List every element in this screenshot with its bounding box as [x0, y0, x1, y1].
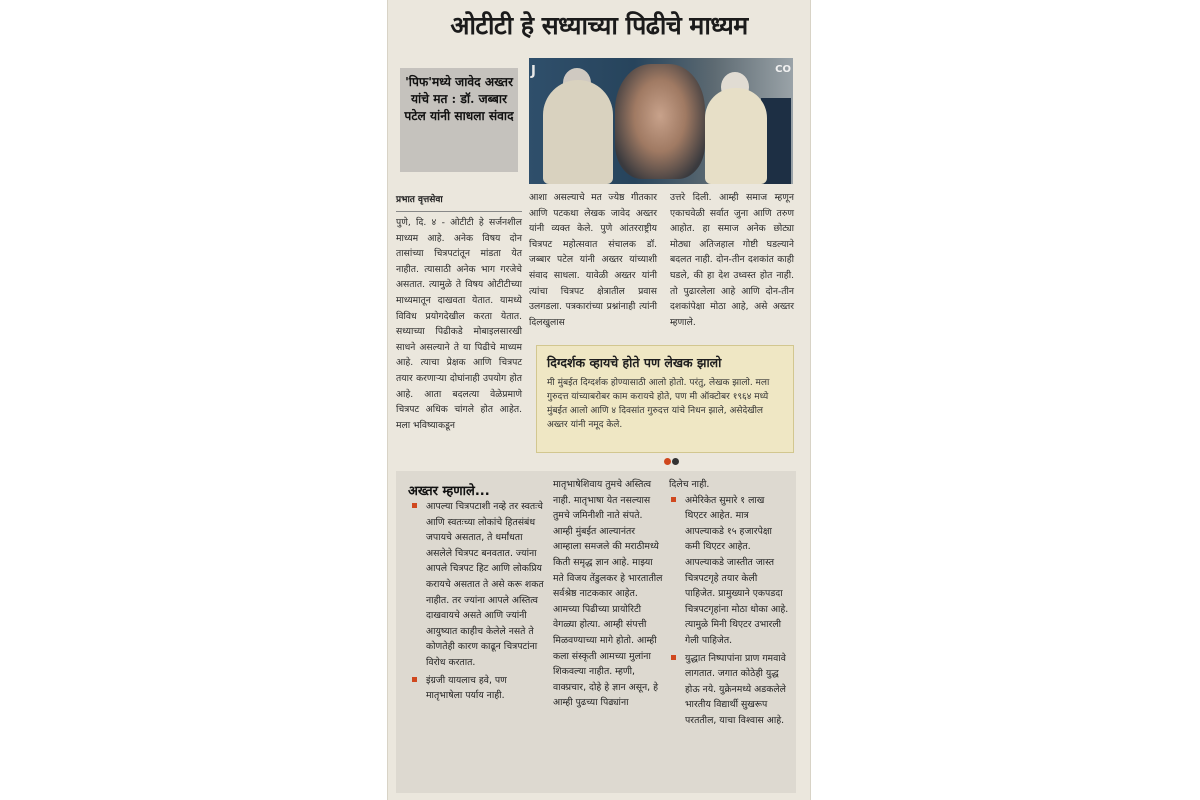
- event-photo: [529, 58, 793, 184]
- sidebar-column-1: [410, 499, 546, 706]
- dot-dark: [672, 458, 679, 465]
- poster-face: [615, 64, 705, 179]
- speaker-left: [543, 80, 613, 184]
- square-bullet-icon: [671, 655, 676, 660]
- sidebar-bullet-text: अमेरिकेत सुमारे १ लाख थिएटर आहेत. मात्र आपल्याकडे १५ हजारपेक्षा कमी थिएटर आहेत. आपल्याकडे जास्तीत जास्त चित्रपटगृहे तयार केली पाहिजेत. प्रामुख्याने एकपडदा चित्रपटगृहांना मोठा धोका आहे. त्यामुळे मिनी थिएटर उभारली गेली पाहिजेत.: [685, 494, 789, 646]
- sidebar-bullet-item: [410, 499, 546, 671]
- sidebar-bullet-item: [410, 673, 546, 704]
- dots-separator-icon: [664, 450, 682, 458]
- sidebar-bullet-item: [669, 651, 789, 729]
- highlight-title: दिग्दर्शक व्हायचे होते पण लेखक झालो: [547, 355, 722, 370]
- sidebar-paragraph: मातृभाषेशिवाय तुमचे अस्तित्व नाही. मातृभाषा येत नसल्यास तुमचे जमिनीशी नाते संपते. आम्ही मुंबईत आल्यानंतर आम्हाला समजले की मराठीमध्ये किती समृद्ध ज्ञान आहे. माझ्या मते विजय तेंडुलकर हे भारतातील सर्वश्रेष्ठ नाटककार आहेत. आमच्या पिढीच्या प्रायोरिटी वेगळ्या होत्या. आम्ही संपत्ती मिळवण्याच्या मागे होतो. आम्ही कला संस्कृती आमच्या मुलांना शिकवल्या नाहीत. म्हणी, वाक्प्रचार, दोहे हे ज्ञान असून, हे आम्ही पुढच्या पिढ्यांना: [553, 479, 663, 709]
- sidebar-title: अख्तर म्हणाले...: [408, 484, 490, 499]
- square-bullet-icon: [671, 497, 676, 502]
- highlight-text: मी मुंबईत दिग्दर्शक होण्यासाठी आलो होतो. परंतु, लेखक झालो. मला गुरुदत्त यांच्याबरोबर काम करायचे होते, पण मी ऑक्टोबर १९६४ मध्ये मुंबईत आलो आणि ४ दिवसांत गुरुदत्त यांचे निधन झाले, असेदेखील अख्तर यांनी नमूद केले.: [547, 378, 770, 430]
- article-column-2: आशा असल्याचे मत ज्येष्ठ गीतकार आणि पटकथा लेखक जावेद अख्तर यांनी व्यक्त केले. पुणे आंतरराष्ट्रीय चित्रपट महोत्सवात संचालक डॉ. जब्बार पटेल यांनी अख्तर यांच्याशी संवाद साधला. यावेळी अख्तर यांनी त्यांचा चित्रपट क्षेत्रातील प्रवास उलगडला. पत्रकारांच्या प्रश्नांनाही त्यांनी दिलखुलास: [529, 192, 657, 328]
- dot-orange: [664, 458, 671, 465]
- sidebar-column-3: [669, 477, 789, 731]
- article-column-1: पुणे, दि. ४ - ओटीटी हे सर्जनशील माध्यम आहे. अनेक विषय दोन तासांच्या चित्रपटांतून मांडता येत नाहीत. त्यासाठी अनेक भाग गरजेचे असतात. त्यामुळे ते विषय ओटीटीच्या माध्यमातून दाखवता येतात. यामध्ये विविध प्रयोगदेखील करता येतात. सध्याच्या पिढीकडे मोबाइलसारखी साधने असल्याने ते या पिढीचे माध्यम आहे. त्याचा प्रेक्षक आणि चित्रपट तयार करणाऱ्या दोघांनाही उपयोग होत आहे. आता बदलत्या वेळेप्रमाणे चित्रपट अधिक चांगले होत आहेत. मला भविष्याकडून: [396, 217, 522, 431]
- square-bullet-icon: [412, 677, 417, 682]
- poster-wordmark-right: CO: [775, 64, 791, 75]
- byline: प्रभात वृत्तसेवा: [396, 192, 522, 212]
- poster-wordmark: J: [531, 64, 536, 79]
- highlight-box: [536, 345, 794, 453]
- sidebar-bullet-text: इंग्रजी यायलाच हवे, पण मातृभाषेला पर्याय नाही.: [426, 674, 507, 702]
- article-column-3: उत्तरे दिली. आम्ही समाज म्हणून एकाचवेळी सर्वात जुना आणि तरुण आहोत. हा समाज अनेक छोट्या मोठ्या अतिजहाल गोष्टी घडल्याने बदलत नाही. दोन-तीन दशकांत काही घडले, की हा देश उध्वस्त होत नाही. तो पुढारलेला आहे आणि दोन-तीन दशकांपेक्षा मोठा आहे, असे अख्तर म्हणाले.: [670, 192, 794, 328]
- sidebar-column-2: [553, 477, 663, 711]
- kicker-box: 'पिफ'मध्ये जावेद अख्तर यांचे मत : डॉ. जब्बार पटेल यांनी साधला संवाद: [400, 68, 518, 172]
- sidebar-bullet-text: युद्धात निष्पापांना प्राण गमवावे लागतात. जगात कोठेही युद्ध होऊ नये. युक्रेनमध्ये अडकलेले भारतीय विद्यार्थी सुखरूप परततील, याचा विश्वास आहे.: [685, 652, 786, 726]
- headline: ओटीटी हे सध्याच्या पिढीचे माध्यम: [450, 11, 748, 40]
- quotes-sidebar: [396, 471, 796, 793]
- sidebar-bullet-item: [669, 493, 789, 649]
- sidebar-paragraph: दिलेच नाही.: [669, 479, 710, 490]
- square-bullet-icon: [412, 503, 417, 508]
- speaker-right: [705, 88, 767, 184]
- newspaper-clipping: [388, 0, 810, 800]
- sidebar-bullet-text: आपल्या चित्रपटाशी नव्हे तर स्वतःचे आणि स्वतःच्या लोकांचे हितसंबंध जपायचे असतात, ते धर्मांधता असलेले चित्रपट बनवतात. ज्यांना आपले चित्रपट हिट आणि लोकप्रिय करायचे असतात ते असे करू शकत नाहीत. तर ज्यांना आपले अस्तित्व दाखवायचे असते आणि ज्यांनी आयुष्यात काहीच केलेले नसते ते कोणतेही कारण काढून चित्रपटांना विरोध करतात.: [426, 501, 544, 668]
